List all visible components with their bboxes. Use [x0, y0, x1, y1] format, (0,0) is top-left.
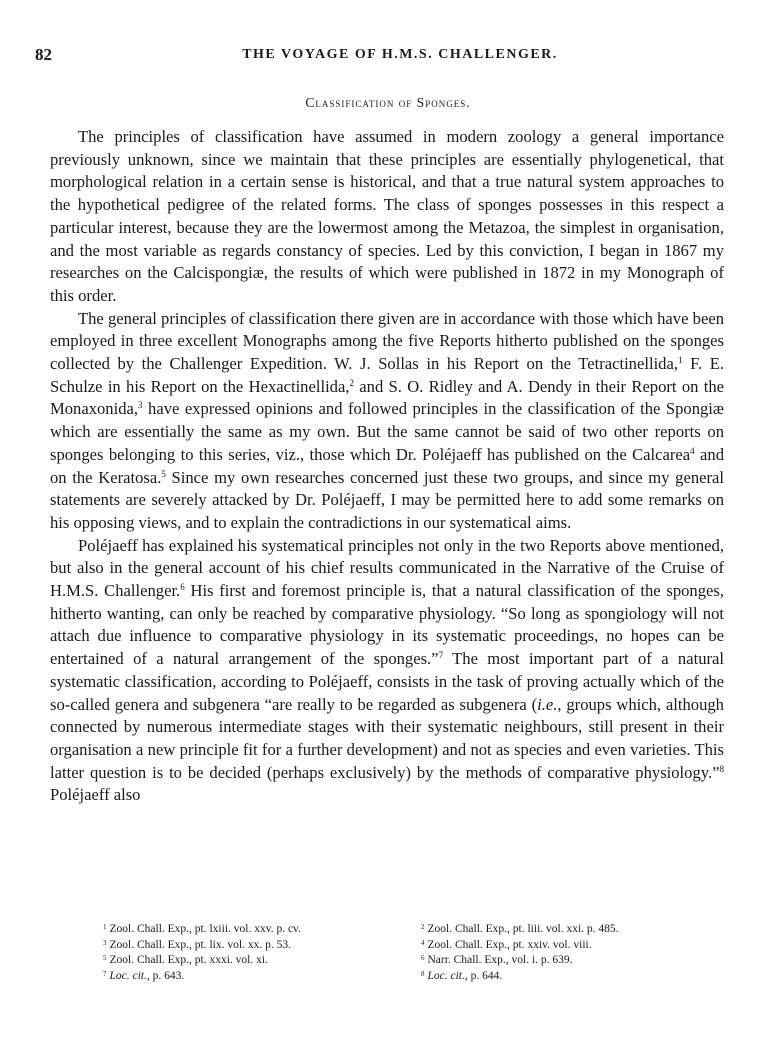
- footnote-ref: 3: [138, 400, 143, 411]
- text-run: have expressed opinions and followed principles in the classification of the Spongiæ which are essentially the same as my own. But the same cannot be said of two other reports on sponges belonging to this series, viz., those which Dr. Poléjaeff has published on the Calcarea: [50, 399, 724, 464]
- footnote-6: [421, 953, 739, 969]
- text-run: Poléjaeff has explained his systematical principles not only in the two Reports above mentioned, but also in the general account of his chief results communicated in the Narrative of the Cruise of H.M.S. Challenger.: [50, 535, 724, 601]
- footnote-number: 8: [421, 969, 425, 978]
- footnote-text: Narr. Chall. Exp., vol. i. p. 639.: [427, 954, 573, 966]
- text-run: His first and foremost principle is, that a natural classification of the sponges, hitherto wanting, can only be reached by comparative physiology. “So long as spongiology will not attach due influence to comparative physiology in its systematic proceedings, no hopes can be entertained of a natural arrangement of the sponges.”: [50, 581, 724, 669]
- paragraph: [50, 535, 724, 807]
- footnote-row: [103, 938, 743, 954]
- footnote-row: [103, 969, 743, 985]
- footnote-4: [421, 938, 739, 954]
- paragraph: [50, 308, 724, 535]
- footnote-ref: 7: [438, 650, 444, 661]
- footnote-text: Zool. Chall. Exp., pt. liii. vol. xxi. p. 485.: [427, 923, 619, 935]
- footnote-text: Zool. Chall. Exp., pt. lxiii. vol. xxv. p. cv.: [109, 923, 301, 935]
- footnote-text: Zool. Chall. Exp., pt. lix. vol. xx. p. 53.: [109, 938, 291, 951]
- page-number: 82: [35, 45, 52, 64]
- footnote-number: 2: [421, 923, 425, 931]
- footnote-5: [103, 953, 421, 969]
- footnote-8: [421, 969, 739, 985]
- footnote-ref: 2: [349, 377, 354, 388]
- running-title: THE VOYAGE OF H.M.S. CHALLENGER.: [242, 47, 558, 62]
- text-run: The general principles of classification there given are in accordance with those which have been employed in three excellent Monographs among the five Reports hitherto published on the sponges collected by the Challenger Expedition. W. J. Sollas in his Report on the Tetractinellida,: [50, 308, 724, 374]
- footnote-ref: 1: [678, 355, 683, 366]
- text-run: and on the Keratosa.: [50, 444, 724, 487]
- text-run: , groups which, although connected by numerous intermediate stages with their systematic neighbours, still present in their organisation a new principle fit for a further development) and not as species and even varieties. This latter question is to be decided (perhaps exclusively) by the methods of comparative physiology.”: [50, 694, 724, 782]
- text-run: F. E. Schulze in his Report on the Hexactinellida,: [50, 354, 724, 396]
- footnote-1: [103, 922, 421, 938]
- footnote-number: 4: [421, 938, 425, 947]
- footnote-7: [103, 969, 421, 985]
- section-title: Classification of Sponges.: [305, 95, 471, 110]
- footnote-number: 5: [103, 954, 107, 962]
- text-run: and S. O. Ridley and A. Dendy in their Report on the Monaxonida,: [50, 376, 724, 419]
- footnote-ref: 5: [161, 468, 166, 479]
- footnote-ref: 8: [719, 763, 724, 774]
- footnote-loc-cit: Loc. cit.: [427, 969, 465, 982]
- footnote-text: Zool. Chall. Exp., pt. xxxi. vol. xi.: [109, 954, 268, 966]
- footnote-3: [103, 938, 421, 954]
- footnote-number: 3: [103, 938, 107, 947]
- text-run: Since my own researches concerned just these two groups, and since my general statements are severely attacked by Dr. Poléjaeff, I may be permitted here to add some remarks on his opposing views, and to explain the contradictions in our systematical aims.: [50, 467, 725, 532]
- text-run: The principles of classification have assumed in modern zoology a general importance previously unknown, since we maintain that these principles are essentially phylogenetical, that morphological relation in a certain sense is historical, and that a true natural system approaches to the hypothetical pedigree of the related forms. The class of sponges possesses in this respect a particular interest, because they are the lowermost among the Metazoa, the simplest in organisation, and the most variable as regards constancy of species. Led by this conviction, I began in 1867 my researches on the Calcispongiæ, the results of which were published in 1872 in my Monograph of this order.: [50, 127, 724, 305]
- footnote-loc-cit: Loc. cit.: [109, 969, 147, 982]
- footnote-number: 7: [103, 969, 107, 978]
- footnote-number: 1: [103, 923, 107, 931]
- footnotes: [103, 922, 743, 984]
- footnote-2: [421, 922, 739, 938]
- footnote-ref: 6: [180, 582, 185, 593]
- paragraph: [50, 126, 724, 308]
- body-text: [50, 126, 724, 807]
- italic-text: i.e.: [537, 694, 558, 714]
- text-run: The most important part of a natural systematic classification, according to Poléjaeff, consists in the task of proving actually which of the so-called genera and subgenera “are really to be regarded as subgenera (: [50, 649, 724, 714]
- footnote-text: , p. 644.: [464, 969, 503, 982]
- footnote-text: Zool. Chall. Exp., pt. xxiv. vol. viii.: [427, 938, 592, 951]
- footnote-row: [103, 953, 743, 969]
- footnote-row: [103, 922, 743, 938]
- footnote-text: , p. 643.: [146, 969, 185, 982]
- footnote-ref: 4: [690, 445, 695, 456]
- footnote-number: 6: [421, 954, 425, 962]
- text-run: Poléjaeff also: [50, 785, 141, 805]
